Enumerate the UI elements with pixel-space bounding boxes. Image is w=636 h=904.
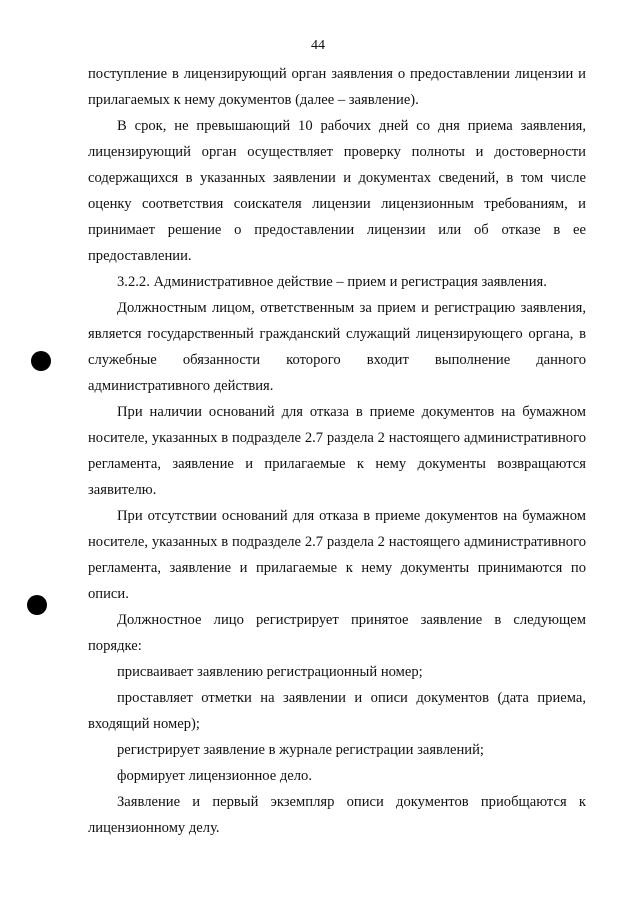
punch-hole-mark: [27, 595, 47, 615]
list-item-2: проставляет отметки на заявлении и описи документов (дата приема, входящий номер);: [88, 690, 586, 732]
punch-hole-mark: [31, 351, 51, 371]
list-item-4: формирует лицензионное дело.: [117, 768, 312, 784]
paragraph-1: поступление в лицензирующий орган заявления о предоставлении лицензии и прилагаемых к нему документов (далее – заявление).: [88, 66, 586, 108]
list-item-3: регистрирует заявление в журнале регистрации заявлений;: [117, 742, 484, 758]
page-number: 44: [311, 38, 325, 53]
list-item-1: присваивает заявлению регистрационный номер;: [117, 664, 423, 680]
paragraph-4: Должностным лицом, ответственным за прием и регистрацию заявления, является государственный гражданский служащий лицензирующего органа, в служебные обязанности которого входит выполнение данного административного действия.: [88, 300, 586, 394]
document-body: [88, 61, 586, 841]
paragraph-6: При отсутствии оснований для отказа в приеме документов на бумажном носителе, указанных в подразделе 2.7 раздела 2 настоящего административного регламента, заявление и прилагаемые к нему документы принимаются по описи.: [88, 508, 586, 602]
paragraph-7: Должностное лицо регистрирует принятое заявление в следующем порядке:: [88, 612, 586, 654]
paragraph-final: Заявление и первый экземпляр описи документов приобщаются к лицензионному делу.: [88, 794, 586, 836]
paragraph-5: При наличии оснований для отказа в приеме документов на бумажном носителе, указанных в подразделе 2.7 раздела 2 настоящего административного регламента, заявление и прилагаемые к нему документы возвращаются заявителю.: [88, 404, 586, 498]
section-heading-3-2-2: 3.2.2. Административное действие – прием и регистрация заявления.: [117, 274, 547, 290]
paragraph-2: В срок, не превышающий 10 рабочих дней со дня приема заявления, лицензирующий орган осуществляет проверку полноты и достоверности содержащихся в указанных заявлении и документах сведений, в том числе оценку соответствия соискателя лицензии лицензионным требованиям, и принимает решение о предоставлении лицензии или об отказе в ее предоставлении.: [88, 118, 586, 264]
